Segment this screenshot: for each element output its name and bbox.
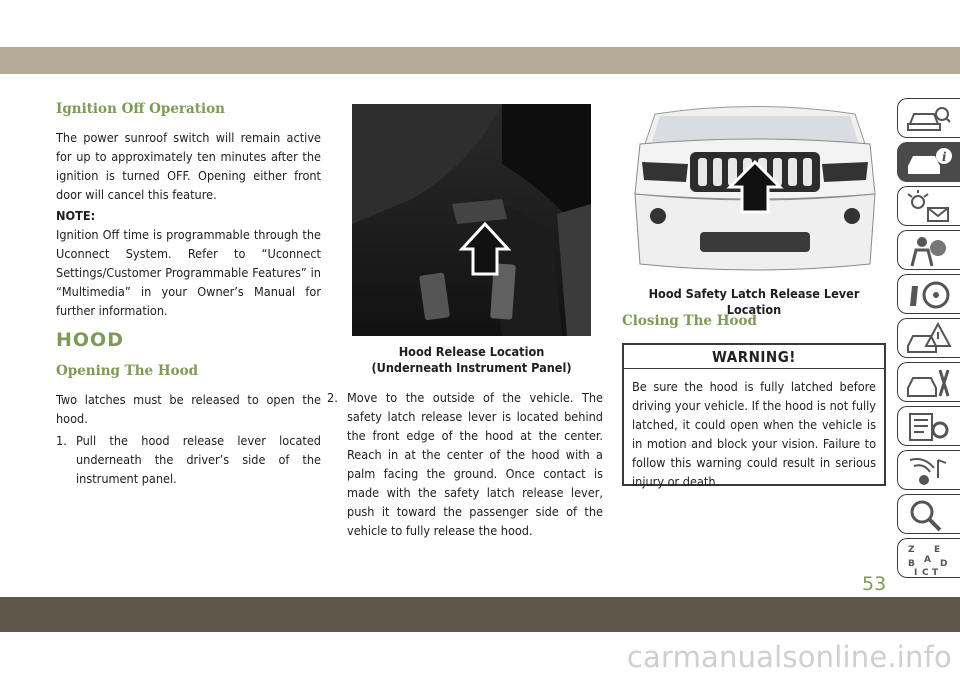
tab-in-case-of-emergency[interactable] bbox=[897, 318, 960, 358]
hood-release-illustration bbox=[352, 104, 591, 336]
step-2-number: 2. bbox=[327, 390, 338, 405]
step-1-text: Pull the hood release lever located underneath the driver’s side of the instrument panel. bbox=[76, 433, 321, 486]
hood-release-photo bbox=[352, 104, 591, 336]
index-letter-d: D bbox=[940, 559, 948, 569]
index-letter-z: Z bbox=[908, 545, 915, 555]
hood-latch-photo bbox=[630, 104, 880, 279]
note-label: NOTE: bbox=[56, 208, 96, 223]
multimedia-icon bbox=[904, 454, 952, 488]
index-letter-i: I bbox=[914, 568, 918, 576]
search-icon bbox=[904, 498, 952, 532]
note-text: Ignition Off time is programmable through the Uconnect System. Refer to “Uconnect Settings/Customer Programmable Features” in “Multimedia” in your Owner’s Manual for further information. bbox=[56, 227, 321, 318]
seat-airbag-icon bbox=[904, 234, 952, 268]
index-letter-a: A bbox=[924, 555, 931, 565]
car-warning-icon bbox=[904, 322, 952, 356]
index-icon bbox=[904, 542, 952, 576]
hood-release-caption-line1: Hood Release Location bbox=[398, 344, 545, 359]
tab-technical-specifications[interactable] bbox=[897, 406, 960, 446]
tab-getting-to-know-vehicle[interactable] bbox=[897, 98, 960, 138]
warning-title: WARNING! bbox=[624, 345, 884, 369]
tab-instrument-panel[interactable] bbox=[897, 186, 960, 226]
car-service-icon bbox=[904, 366, 952, 400]
specifications-icon bbox=[904, 410, 952, 444]
opening-hood-heading: Opening The Hood bbox=[56, 363, 199, 379]
step-2-text: Move to the outside of the vehicle. The safety latch release lever is located behind the front edge of the hood at the center. Reach in at the center of the hood with a palm facing the ground. Once contact is made with the safety latch release lever, push it toward the passenger side of the vehicle to fully release the hood. bbox=[347, 390, 603, 538]
step-1 bbox=[56, 431, 321, 488]
ignition-off-heading: Ignition Off Operation bbox=[56, 101, 225, 117]
header-bar bbox=[0, 47, 960, 74]
tab-starting-operating[interactable] bbox=[897, 274, 960, 314]
tab-search[interactable] bbox=[897, 494, 960, 534]
car-search-icon bbox=[904, 102, 952, 136]
tab-multimedia[interactable] bbox=[897, 450, 960, 490]
index-letter-b: B bbox=[908, 559, 915, 569]
warning-box bbox=[622, 343, 886, 489]
note-block bbox=[56, 206, 321, 320]
page-number: 53 bbox=[862, 573, 887, 595]
warning-lights-message-icon bbox=[904, 190, 952, 224]
closing-hood-heading: Closing The Hood bbox=[622, 313, 757, 329]
hood-latch-caption: Hood Safety Latch Release Lever Location bbox=[648, 286, 860, 317]
hood-release-caption-line2: (Underneath Instrument Panel) bbox=[371, 360, 572, 375]
step-2 bbox=[327, 388, 603, 540]
index-letter-t: T bbox=[932, 568, 939, 576]
hood-latch-illustration bbox=[630, 104, 880, 279]
index-letter-c: C bbox=[922, 568, 929, 576]
tab-servicing-maintenance[interactable] bbox=[897, 362, 960, 402]
tab-safety[interactable] bbox=[897, 230, 960, 270]
footer-bar bbox=[0, 597, 960, 632]
index-letter-e: E bbox=[934, 545, 941, 555]
step-1-number: 1. bbox=[56, 433, 67, 448]
car-info-icon bbox=[904, 146, 952, 180]
tab-index[interactable] bbox=[897, 538, 960, 578]
warning-text: Be sure the hood is fully latched before driving your vehicle. If the hood is not fully latched, it could open when the vehicle is in motion and block your vision. Failure to follow this warning could result in serious injury or death. bbox=[632, 379, 876, 489]
hood-release-caption bbox=[352, 344, 591, 376]
watermark-text: carmanualsonline.info bbox=[626, 640, 952, 674]
ignition-off-text: The power sunroof switch will remain active for up to approximately ten minutes after the ignition is turned OFF. Opening either front door will cancel this feature. bbox=[56, 130, 321, 202]
opening-intro-text: Two latches must be released to open the hood. bbox=[56, 392, 321, 426]
svg-text:i: i bbox=[942, 150, 947, 164]
hood-heading: HOOD bbox=[56, 329, 124, 351]
steering-wheel-icon bbox=[904, 278, 952, 312]
tab-getting-to-know-features[interactable] bbox=[897, 142, 960, 182]
